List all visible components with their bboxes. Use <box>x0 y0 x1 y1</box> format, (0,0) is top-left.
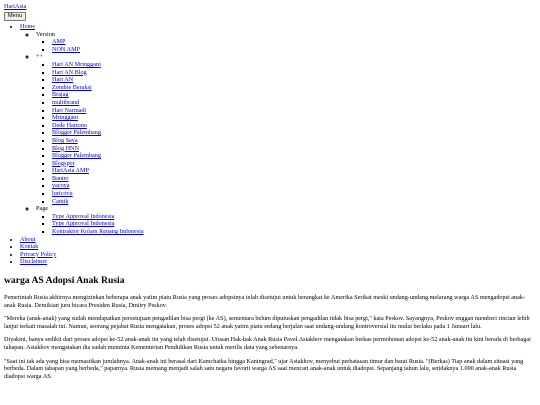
page-link[interactable]: Type Approval Indonesia <box>52 212 115 220</box>
plusplus-link[interactable]: luricovu <box>52 190 73 198</box>
plusplus-link[interactable]: Blog Saya <box>52 136 78 144</box>
plusplus-link[interactable]: Hari Narmadi <box>52 106 87 114</box>
plusplus-link[interactable]: yacoya <box>52 182 70 190</box>
nav-link-disclaimer[interactable]: Disclaimer <box>20 258 48 266</box>
nav-link-privacy[interactable]: Privacy Policy <box>20 250 57 258</box>
version-item <box>52 38 536 46</box>
plusplus-item <box>52 114 536 122</box>
nav-item-privacy <box>20 251 536 259</box>
article-paragraph: Diyakini, hanya sedikit dari proses adopsi ke-52 anak-anak itu yang telah disetujui. Utusan Hak-hak Anak Rusia Pavel Astakhov mengatakan berkas permohonan adopsi ke-52 anak-anak itu kini berada di berbagai tahapan. Astakhov mengatakan dia sudah meminta Kementerian Pendidikan Rusia untuk merilis data yang sebenarnya. <box>4 336 531 351</box>
plusplus-item <box>52 167 536 175</box>
plusplus-link[interactable]: Hari AN Mringgani <box>52 60 101 68</box>
plusplus-item <box>52 137 536 145</box>
plusplus-item <box>52 107 536 115</box>
page-item <box>52 213 536 221</box>
page-link[interactable]: Kontraktor Kolam Renang Indonesia <box>52 228 144 236</box>
plusplus-item <box>52 198 536 206</box>
page <box>4 3 536 386</box>
home-submenu <box>20 31 536 236</box>
plusplus-link[interactable]: Hari AN Blog <box>52 68 87 76</box>
plusplus-link[interactable]: Blogger Palembang <box>52 152 101 160</box>
page-submenu <box>36 213 536 236</box>
menu-button[interactable]: Menu <box>4 12 26 21</box>
article-paragraph: "Mereka (anak-anak) yang sudah mendapatkan persetujuan pengadilan bisa pergi (ke AS), sementara belum diputuskan pengadilan tidak bisa pergi," kata Peskov. Sayangnya, Peskov enggan memberi rincian lebih lanjut terkait masalah ini. Namun, seorang pejabat Rusia mengatakan, proses adopsi 52 anak yatim piatu sedang berjalan saat undang-undang kontroversial itu mulai berlaku pada 1 Januari lalu. <box>4 315 530 330</box>
plusplus-item <box>52 122 536 130</box>
plusplus-item <box>52 129 536 137</box>
plusplus-item <box>52 182 536 190</box>
plusplus-item <box>52 69 536 77</box>
plusplus-link[interactable]: Cantik <box>52 197 69 205</box>
plusplus-item <box>52 61 536 69</box>
plusplus-submenu <box>36 61 536 205</box>
main-navigation <box>4 23 536 266</box>
plusplus-link[interactable]: Hari AN <box>52 76 74 84</box>
nav-item-contact <box>20 243 536 251</box>
nav-group-page <box>36 205 536 235</box>
plusplus-item <box>52 91 536 99</box>
plusplus-link[interactable]: Blogger Palembang <box>52 129 101 137</box>
nav-group-plusplus-label: ++ <box>36 53 43 61</box>
page-item <box>52 220 536 228</box>
article-paragraph: "Saat ini tak ada yang bisa memastikan jumlahnya. Anak-anak ini berasal dari Kamchatka hingga Kaningrad," ujar Astakhov, menyebut perbatasan timur dan barat Rusia. "(Berkas) Tiap anak dalam situasi yang berbeda. Dalam tahapan yang berbeda," paparnya. Rusia memang menjadi salah satu negara favorit warga AS saat mencari anak-anak untuk diadopsi. Sepanjang tahun lalu, setidaknya 1.000 anak-anak Rusia diadopsi warga AS. <box>4 357 524 380</box>
plusplus-item <box>52 145 536 153</box>
plusplus-link[interactable]: Blogspot <box>52 159 75 167</box>
plusplus-item <box>52 84 536 92</box>
nav-group-version <box>36 31 536 54</box>
plusplus-link[interactable]: HariAsia AMP <box>52 167 89 175</box>
version-submenu <box>36 38 536 53</box>
version-link-amp[interactable]: AMP <box>52 38 66 46</box>
plusplus-item <box>52 99 536 107</box>
article-paragraph: Pemerintah Rusia akhirnya mengizinkan beberapa anak yatim piatu Rusia yang proses adopsinya telah disetujui untuk berangkat ke Amerika Serikat meski undang-undang melarang warga AS mengadopsi anak-anak Rusia. Demikian juru bicara Presiden Rusia, Dmitry Peskov. <box>4 294 526 309</box>
site-logo: HariAsia <box>4 3 27 10</box>
version-item <box>52 46 536 54</box>
plusplus-item <box>52 160 536 168</box>
plusplus-link[interactable]: Banter <box>52 174 69 182</box>
nav-group-version-label: Version <box>36 30 55 38</box>
nav-item-disclaimer <box>20 258 536 266</box>
nav-link-home[interactable]: Home <box>20 23 36 30</box>
plusplus-link[interactable]: Mringgani <box>52 114 79 122</box>
nav-link-about[interactable]: About <box>20 235 36 243</box>
page-link[interactable]: Type Approval Indonesia <box>52 220 115 228</box>
plusplus-link[interactable]: Blog HNN <box>52 144 79 152</box>
nav-link-contact[interactable]: Kontak <box>20 243 39 251</box>
page-item <box>52 228 536 236</box>
article-body <box>4 294 536 380</box>
plusplus-item <box>52 190 536 198</box>
plusplus-link[interactable]: Brajag <box>52 91 69 99</box>
nav-group-plusplus <box>36 53 536 205</box>
plusplus-item <box>52 175 536 183</box>
nav-item-about <box>20 236 536 244</box>
article-title: warga AS Adopsi Anak Rusia <box>4 275 125 286</box>
plusplus-item <box>52 76 536 84</box>
version-link-non-amp[interactable]: NON AMP <box>52 45 81 53</box>
plusplus-link[interactable]: Dede Hartono <box>52 121 87 129</box>
plusplus-link[interactable]: multibrand <box>52 98 80 106</box>
plusplus-item <box>52 152 536 160</box>
plusplus-link[interactable]: Zombie Beraksi <box>52 83 92 91</box>
nav-item-home <box>20 23 536 236</box>
site-logo-link[interactable] <box>4 3 536 11</box>
nav-group-page-label: Page <box>36 205 49 213</box>
